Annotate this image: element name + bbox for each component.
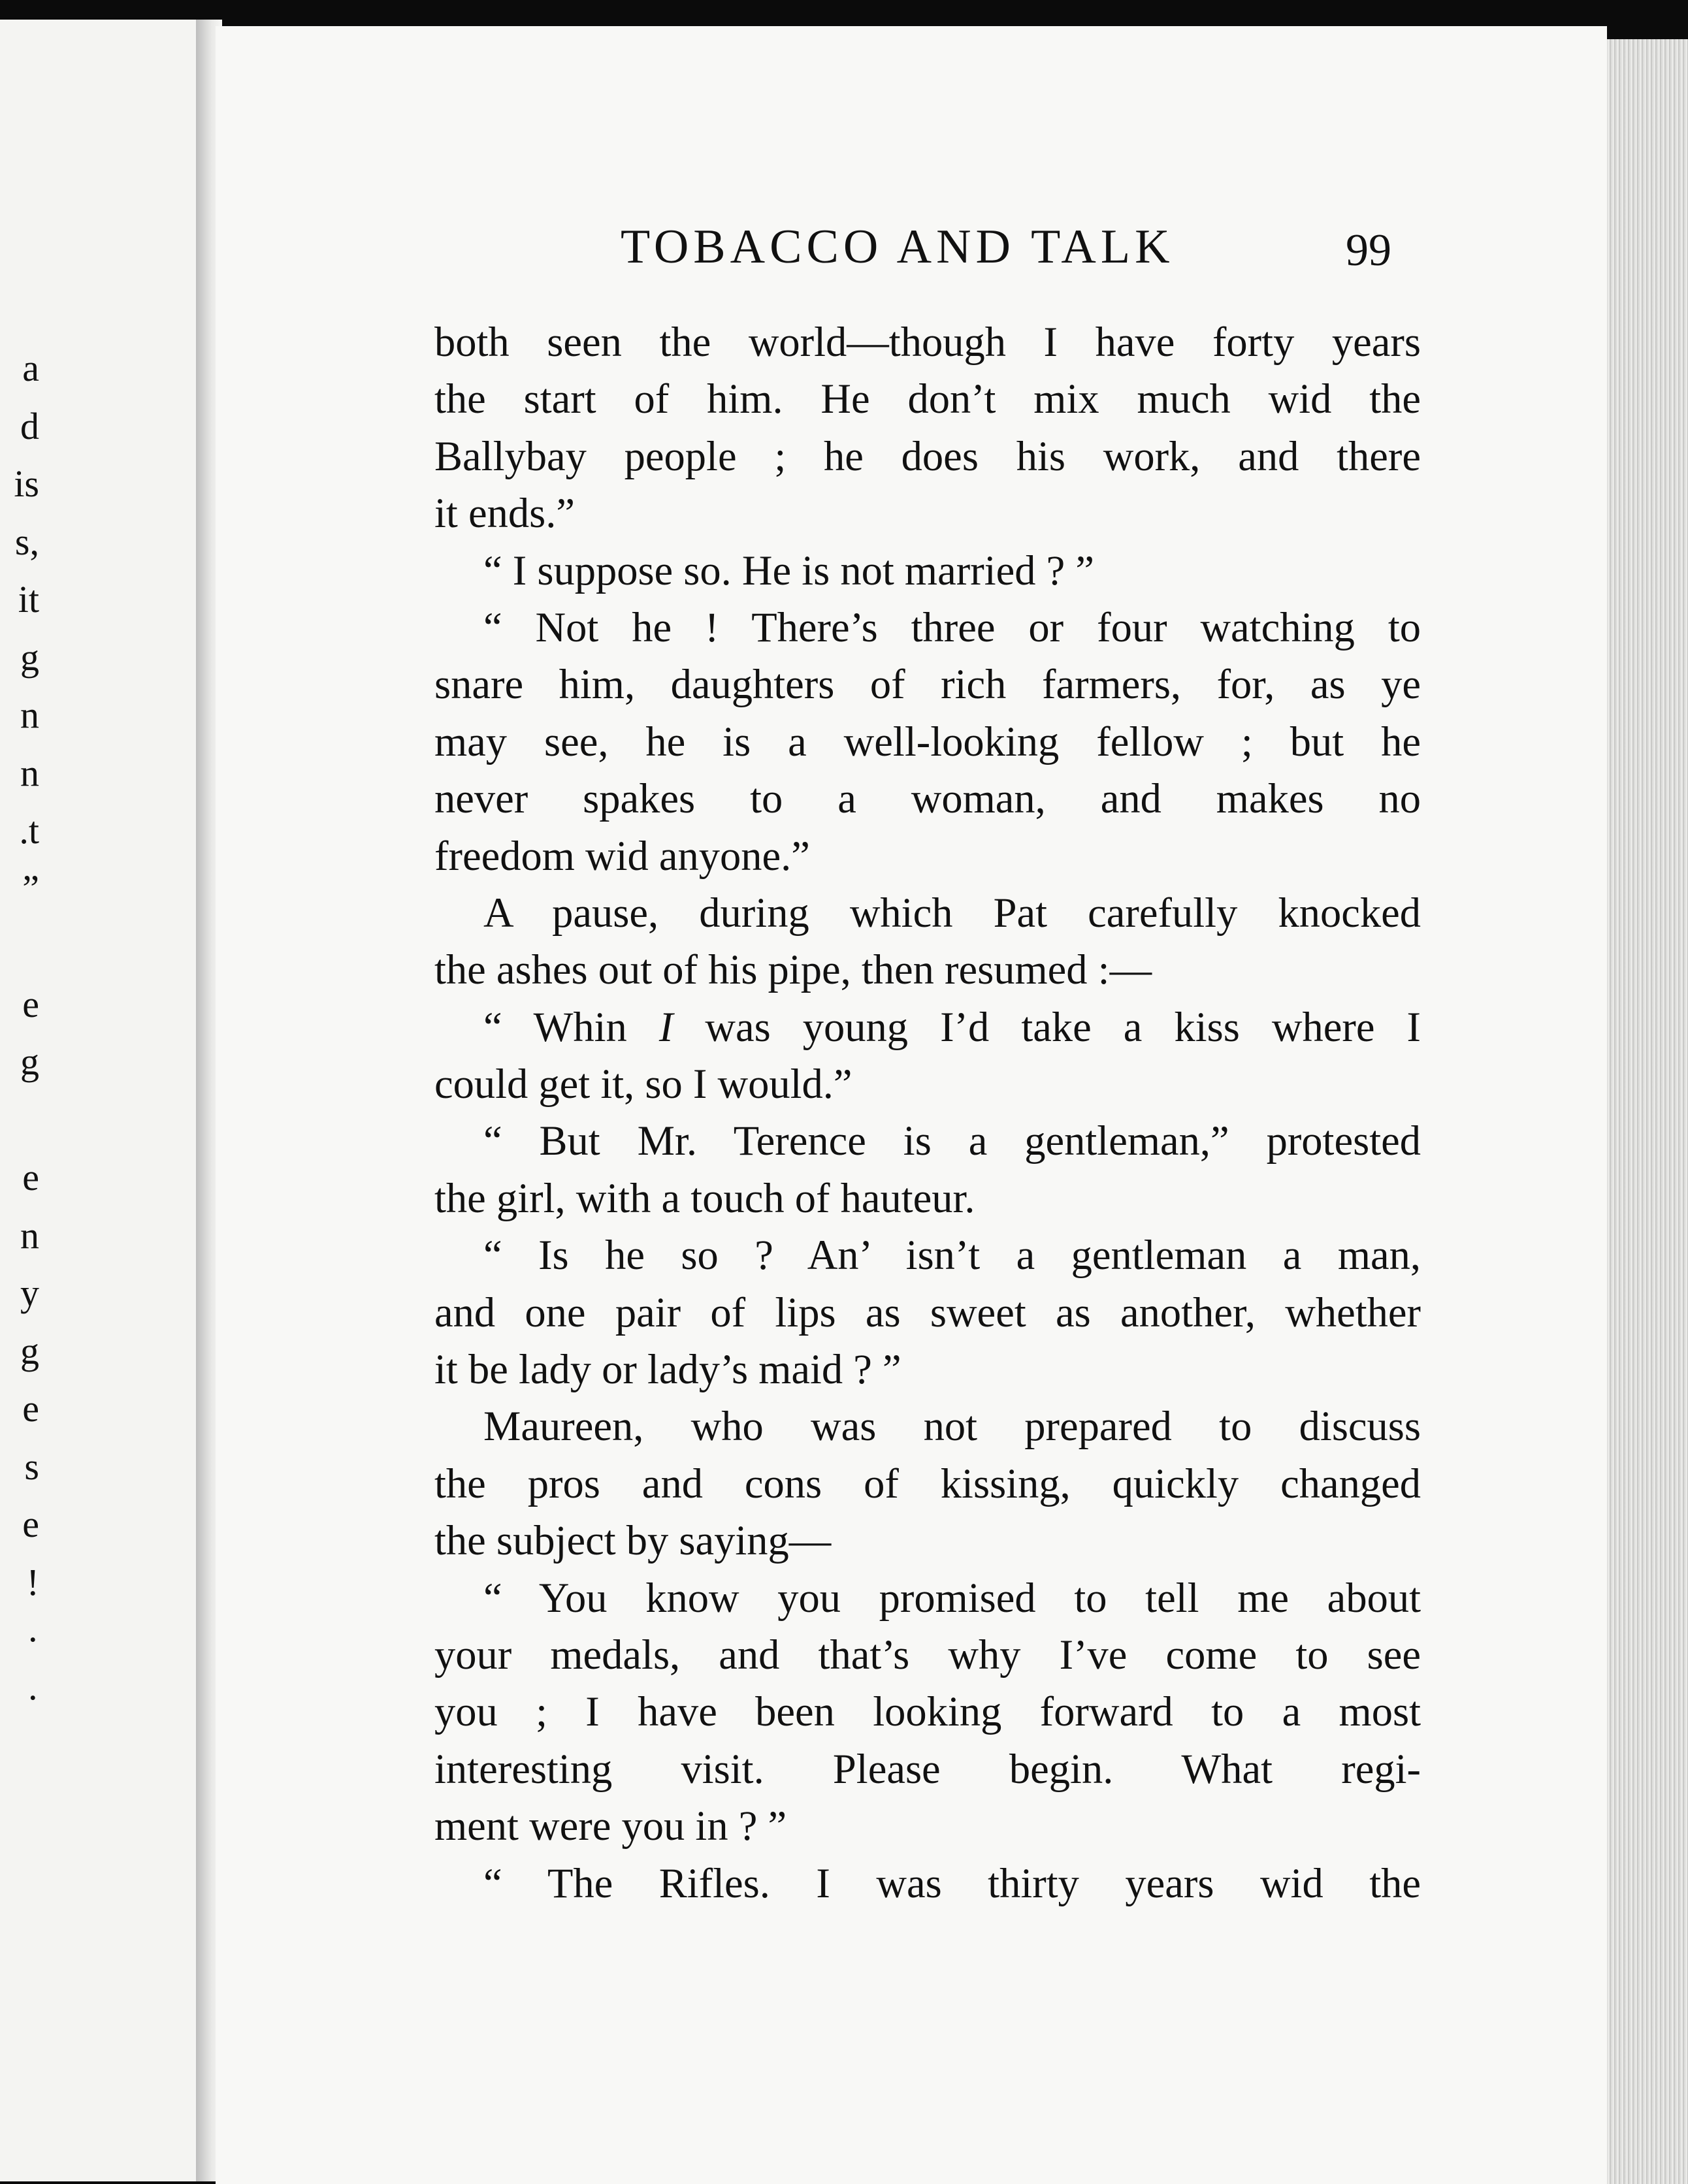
edge-fragment: ” — [22, 867, 39, 910]
text-line: could get it, so I would.” — [434, 1061, 852, 1108]
text-line: may see, he is a well-looking fellow ; but he — [434, 718, 1421, 765]
edge-fragment: e — [22, 1156, 39, 1198]
text-line: it be lady or lady’s maid ? ” — [434, 1346, 901, 1393]
text-line: Ballybay people ; he does his work, and there — [434, 432, 1421, 479]
text-line: you ; I have been looking forward to a most — [434, 1688, 1421, 1735]
edge-fragment: · — [26, 1618, 39, 1661]
text-line: the ashes out of his pipe, then resumed :— — [434, 946, 1152, 993]
text-line: Maureen, who was not prepared to discuss — [483, 1403, 1421, 1450]
edge-fragment: s, — [14, 520, 39, 563]
edge-fragment: y — [20, 1272, 39, 1314]
text-line: “ You know you promised to tell me about — [483, 1574, 1421, 1621]
left-page-edge-text — [0, 340, 39, 1727]
text-line: both seen the world—though I have forty years — [434, 319, 1421, 365]
text-line: the pros and cons of kissing, quickly changed — [434, 1460, 1421, 1507]
edge-fragment: .t — [19, 809, 39, 852]
edge-fragment: g — [20, 1329, 39, 1372]
edge-fragment: s — [24, 1445, 39, 1488]
edge-fragment — [0, 918, 39, 976]
text-line: “ I suppose so. He is not married ? ” — [483, 547, 1094, 594]
edge-fragment: g — [20, 1040, 39, 1083]
text-line: the start of him. He don’t mix much wid the — [434, 376, 1421, 423]
page-edges — [1607, 39, 1688, 2184]
edge-fragment: e — [22, 982, 39, 1025]
body-text — [434, 313, 1421, 1912]
edge-fragment: is — [14, 462, 39, 505]
running-head — [431, 216, 1398, 287]
edge-fragment: g — [20, 635, 39, 679]
text-line: “ The Rifles. I was thirty years wid the — [483, 1859, 1421, 1906]
text-line: never spakes to a woman, and makes no — [434, 775, 1421, 822]
edge-fragment: it — [18, 578, 39, 620]
edge-fragment: · — [26, 1676, 39, 1719]
text-line: snare him, daughters of rich farmers, for, as ye — [434, 661, 1421, 708]
text-line: your medals, and that’s why I’ve come to see — [434, 1631, 1421, 1678]
left-page — [0, 20, 198, 2181]
edge-fragment: e — [22, 1387, 39, 1430]
text-line: “ But Mr. Terence is a gentleman,” protested — [483, 1117, 1421, 1164]
edge-fragment: n — [20, 694, 39, 736]
running-title: TOBACCO AND TALK — [621, 220, 1175, 274]
text-line: the girl, with a touch of hauteur. — [434, 1174, 975, 1221]
edge-fragment — [0, 1091, 39, 1149]
text-line: the subject by saying— — [434, 1517, 832, 1564]
text-line: A pause, during which Pat carefully knocked — [483, 889, 1421, 936]
edge-fragment: n — [20, 751, 39, 794]
text-line: it ends.” — [434, 490, 575, 537]
text-line: “ Is he so ? An’ isn’t a gentleman a man, — [483, 1232, 1421, 1279]
text-line-with-italic — [434, 999, 1421, 1055]
text-line: ment were you in ? ” — [434, 1803, 787, 1850]
italic-word: I — [658, 1003, 674, 1050]
edge-fragment: a — [22, 347, 39, 389]
text-line: and one pair of lips as sweet as another, whether — [434, 1289, 1421, 1336]
page-number: 99 — [1346, 225, 1391, 276]
edge-fragment: e — [22, 1503, 39, 1545]
edge-fragment: d — [20, 404, 39, 447]
text-line: freedom wid anyone.” — [434, 832, 810, 879]
text-line: interesting visit. Please begin. What regi- — [434, 1745, 1421, 1792]
text-line: “ Not he ! There’s three or four watching to — [483, 603, 1421, 650]
text-segment: “ Whin — [483, 1003, 659, 1050]
text-segment: was young I’d take a kiss where I — [673, 1003, 1421, 1050]
edge-fragment: ! — [26, 1560, 39, 1603]
edge-fragment: n — [20, 1213, 39, 1257]
